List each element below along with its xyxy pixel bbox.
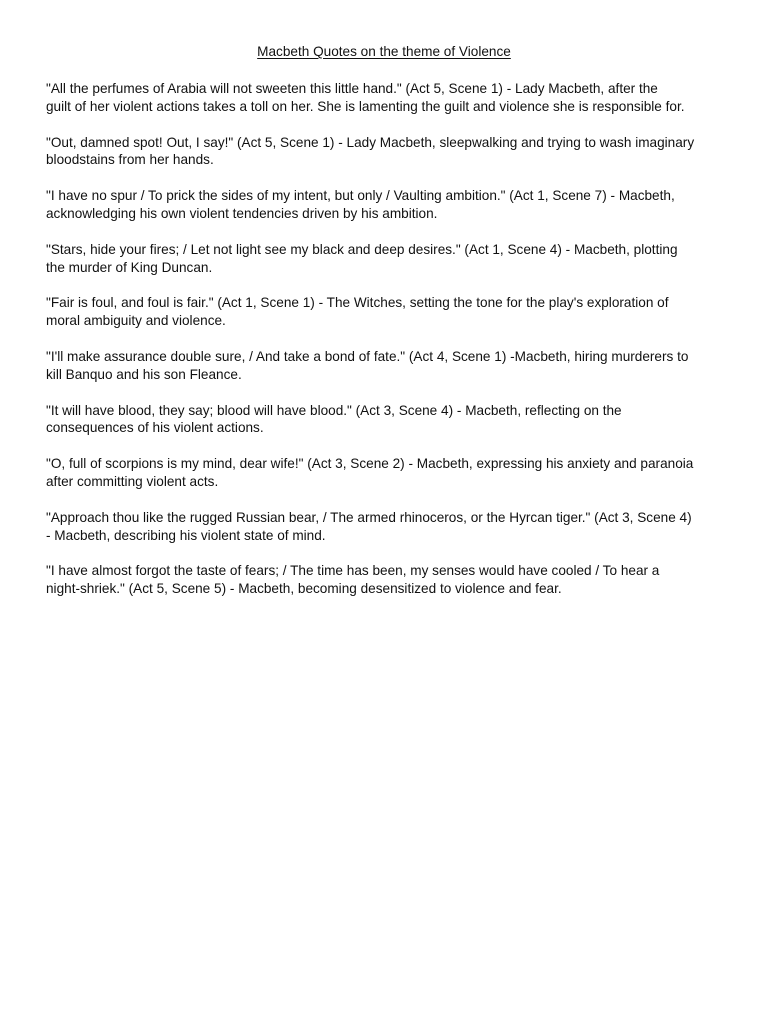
- quote-list: [46, 80, 736, 616]
- quote-paragraph: "Stars, hide your fires; / Let not light see my black and deep desires." (Act 1, Scene 4) - Macbeth, plotting the murder of King Duncan.: [46, 241, 678, 275]
- quote-paragraph: "O, full of scorpions is my mind, dear wife!" (Act 3, Scene 2) - Macbeth, expressing his anxiety and paranoia after committing violent acts.: [46, 456, 694, 489]
- quote-paragraph: "Approach thou like the rugged Russian bear, / The armed rhinoceros, or the Hyrcan tiger." (Act 3, Scene 4) - Macbeth, describing his violent state of mind.: [46, 509, 692, 543]
- quote-paragraph: "Out, damned spot! Out, I say!" (Act 5, Scene 1) - Lady Macbeth, sleepwalking and trying to wash imaginary bloodstains from her hands.: [46, 134, 695, 168]
- quote-paragraph: "All the perfumes of Arabia will not sweeten this little hand." (Act 5, Scene 1) - Lady Macbeth, after the guilt of her violent actions takes a toll on her. She is lamenting the guilt and violence she is responsible for.: [46, 81, 685, 114]
- document-title-text: Macbeth Quotes on the theme of Violence: [257, 44, 511, 59]
- quote-paragraph: "It will have blood, they say; blood will have blood." (Act 3, Scene 4) - Macbeth, reflecting on the consequences of his violent actions.: [46, 402, 622, 436]
- document-title: [0, 43, 768, 61]
- quote-paragraph: "I have almost forgot the taste of fears; / The time has been, my senses would have cooled / To hear a night-shriek." (Act 5, Scene 5) - Macbeth, becoming desensitized to violence and fear.: [46, 563, 660, 597]
- quote-paragraph: "I'll make assurance double sure, / And take a bond of fate." (Act 4, Scene 1) -Macbeth, hiring murderers to kill Banquo and his son Fleance.: [46, 348, 689, 382]
- quote-paragraph: "Fair is foul, and foul is fair." (Act 1, Scene 1) - The Witches, setting the tone for the play's exploration of moral ambiguity and violence.: [46, 295, 669, 329]
- quote-paragraph: "I have no spur / To prick the sides of my intent, but only / Vaulting ambition." (Act 1, Scene 7) - Macbeth, acknowledging his own violent tendencies driven by his ambition.: [46, 188, 675, 221]
